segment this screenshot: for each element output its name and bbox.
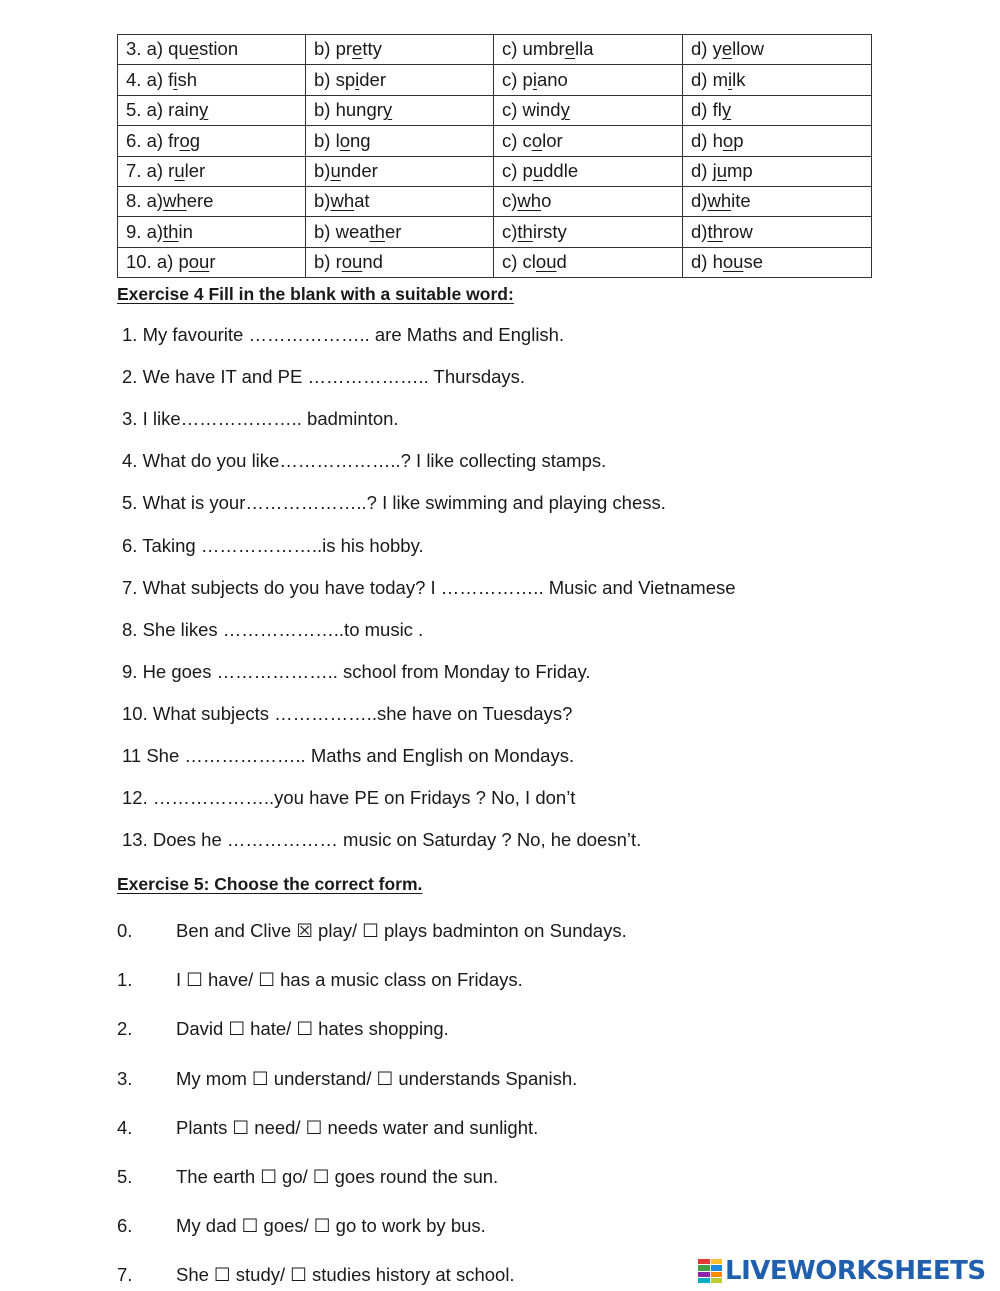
choice-sentence[interactable]: My dad ☐ goes/ ☐ go to work by bus. xyxy=(176,1215,486,1237)
underlined-letters: u xyxy=(330,160,341,181)
item-number: 0. xyxy=(117,920,133,941)
table-cell xyxy=(494,156,683,186)
word-part: b) l xyxy=(314,129,340,151)
fill-in-sentence: 11 She ……………….. Maths and English on Mondays. xyxy=(122,745,575,766)
underlined-letters: i xyxy=(728,68,733,90)
logo-tile xyxy=(711,1265,723,1270)
word-part: ere xyxy=(186,190,214,212)
logo-tile xyxy=(698,1259,710,1264)
item-number: 2. xyxy=(117,1018,133,1040)
word-part: er xyxy=(384,220,402,242)
word-part: d) xyxy=(691,220,708,242)
logo-tile xyxy=(698,1272,710,1277)
fill-in-sentence: 8. She likes ………………..to music . xyxy=(122,618,424,640)
word-part: p xyxy=(733,129,744,151)
underlined-letters: og xyxy=(179,129,201,151)
word-part: c) umbr xyxy=(502,38,565,60)
table-row xyxy=(118,65,872,95)
word-part: in xyxy=(178,220,193,242)
underlined-letters: th xyxy=(369,220,385,242)
choice-sentence[interactable]: The earth ☐ go/ ☐ goes round the sun. xyxy=(176,1166,499,1187)
word-part: ler xyxy=(184,160,206,181)
table-cell xyxy=(306,126,494,156)
table-row xyxy=(118,126,872,156)
table-row xyxy=(118,95,872,125)
word-part: lk xyxy=(732,68,746,90)
underlined-letters: e xyxy=(352,38,363,60)
word-part: b) wea xyxy=(314,220,370,242)
logo-tile xyxy=(698,1265,710,1270)
table-cell xyxy=(683,35,872,65)
underlined-letters: e xyxy=(564,38,575,60)
table-cell xyxy=(683,247,872,277)
word-part: mp xyxy=(727,160,753,181)
word-part: b) sp xyxy=(314,68,356,90)
fill-in-sentence: 4. What do you like………………..? I like collecting stamps. xyxy=(122,450,607,472)
table-row xyxy=(118,186,872,216)
choice-sentence[interactable]: David ☐ hate/ ☐ hates shopping. xyxy=(176,1018,449,1040)
table-cell xyxy=(494,65,683,95)
underlined-letters: o xyxy=(722,129,734,151)
word-part: tty xyxy=(362,38,382,60)
underlined-letters: i xyxy=(173,68,178,90)
exercise-5-heading: Exercise 5: Choose the correct form. xyxy=(117,874,423,894)
word-part: d xyxy=(556,251,567,273)
item-number: 5. xyxy=(117,1166,133,1187)
word-part: lla xyxy=(575,38,594,60)
item-number: 6. xyxy=(117,1215,133,1237)
underlined-letters: th xyxy=(517,220,533,242)
table-cell xyxy=(306,217,494,247)
item-number: 7. xyxy=(117,1264,133,1286)
underlined-letters: u xyxy=(174,160,185,181)
word-part: r xyxy=(209,251,216,273)
table-cell xyxy=(683,65,872,95)
fill-in-sentence: 3. I like……………….. badminton. xyxy=(122,408,399,430)
table-cell xyxy=(683,186,872,216)
word-part: b) hungr xyxy=(314,99,383,121)
word-part: 5. a) rain xyxy=(126,99,200,121)
choice-sentence[interactable]: My mom ☐ understand/ ☐ understands Spanish. xyxy=(176,1067,578,1089)
logo-tile xyxy=(698,1278,710,1283)
word-part: c) cl xyxy=(502,251,536,273)
underlined-letters: y xyxy=(199,99,209,121)
choice-sentence[interactable]: I ☐ have/ ☐ has a music class on Fridays. xyxy=(176,969,523,991)
table-row xyxy=(118,217,872,247)
exercise-4-heading: Exercise 4 Fill in the blank with a suitable word: xyxy=(117,284,514,304)
underlined-letters: o xyxy=(531,129,543,151)
fill-in-sentence: 9. He goes ……………….. school from Monday to Friday. xyxy=(122,660,591,682)
word-part: stion xyxy=(199,38,239,60)
word-part: c) p xyxy=(502,160,533,181)
underlined-letters: o xyxy=(339,129,350,151)
table-cell xyxy=(494,247,683,277)
word-part: c) c xyxy=(502,129,532,151)
word-part: 9. a) xyxy=(126,220,164,242)
table-cell xyxy=(118,186,306,216)
table-cell xyxy=(306,65,494,95)
word-part: 4. a) f xyxy=(126,68,174,90)
word-part: c) xyxy=(502,190,518,212)
item-number: 4. xyxy=(117,1116,133,1138)
underlined-letters: e xyxy=(188,38,200,60)
word-part: sh xyxy=(177,68,197,90)
underlined-letters: th xyxy=(163,220,179,242)
fill-in-sentence: 1. My favourite ……………….. are Maths and English. xyxy=(122,324,565,345)
table-cell xyxy=(118,95,306,125)
table-cell xyxy=(683,95,872,125)
table-cell xyxy=(494,95,683,125)
fill-in-sentence: 2. We have IT and PE ……………….. Thursdays. xyxy=(122,366,526,388)
word-part: c) p xyxy=(502,68,533,90)
word-part: der xyxy=(359,68,387,90)
fill-in-sentence: 10. What subjects ……………..she have on Tuesdays? xyxy=(122,702,573,724)
table-cell xyxy=(683,156,872,186)
underlined-letters: i xyxy=(355,68,360,90)
word-part: d) h xyxy=(691,129,723,151)
word-part: irsty xyxy=(532,220,567,242)
item-number: 3. xyxy=(117,1067,133,1089)
table-cell xyxy=(306,186,494,216)
choice-sentence[interactable]: She ☐ study/ ☐ studies history at school. xyxy=(176,1264,515,1286)
word-part: c) wind xyxy=(502,99,561,121)
table-cell xyxy=(306,156,494,186)
word-part: at xyxy=(354,190,370,212)
word-part: d) m xyxy=(691,68,728,90)
word-part: se xyxy=(743,251,764,273)
underlined-letters: ou xyxy=(535,251,557,273)
table-cell xyxy=(118,35,306,65)
word-part: b) pr xyxy=(314,38,353,60)
table-cell xyxy=(306,95,494,125)
table-cell xyxy=(118,126,306,156)
choice-sentence[interactable]: Plants ☐ need/ ☐ needs water and sunlight. xyxy=(176,1116,539,1138)
table-row xyxy=(118,247,872,277)
word-part: 8. a) xyxy=(126,190,164,212)
table-row xyxy=(118,35,872,65)
fill-in-sentence: 5. What is your………………..? I like swimming and playing chess. xyxy=(122,492,666,514)
underlined-letters: wh xyxy=(707,190,732,212)
liveworksheets-watermark xyxy=(698,1256,986,1286)
fill-in-sentence: 13. Does he ……………… music on Saturday ? No, he doesn’t. xyxy=(122,829,642,851)
underlined-letters: wh xyxy=(330,190,355,212)
table-cell xyxy=(494,217,683,247)
word-part: nd xyxy=(362,251,383,273)
underlined-letters: wh xyxy=(517,190,542,212)
word-part: ano xyxy=(536,68,568,90)
word-part: d) y xyxy=(691,38,722,60)
table-row xyxy=(118,156,872,186)
word-part: b) xyxy=(314,190,331,212)
word-part: ite xyxy=(731,190,751,212)
word-part: ng xyxy=(350,129,371,151)
word-part: d) h xyxy=(691,251,723,273)
table-cell xyxy=(118,156,306,186)
underlined-letters: e xyxy=(721,38,733,60)
underlined-letters: ou xyxy=(188,251,210,273)
word-part: 10. a) p xyxy=(126,251,189,273)
underlined-letters: ou xyxy=(722,251,744,273)
word-part: o xyxy=(541,190,552,212)
fill-in-sentence: 6. Taking ………………..is his hobby. xyxy=(122,534,424,556)
word-part: b) r xyxy=(314,251,342,273)
word-part: lor xyxy=(542,129,563,151)
pronunciation-table xyxy=(117,34,872,278)
fill-in-sentence: 12. ………………..you have PE on Fridays ? No, I don’t xyxy=(122,787,576,809)
word-part: 3. a) qu xyxy=(126,38,189,60)
word-part: row xyxy=(722,220,753,242)
logo-tile xyxy=(711,1259,723,1264)
underlined-letters: wh xyxy=(163,190,187,212)
liveworksheets-logo-icon xyxy=(698,1259,722,1283)
word-part: nder xyxy=(340,160,378,181)
watermark-text: LIVEWORKSHEETS xyxy=(725,1256,986,1286)
table-cell xyxy=(683,217,872,247)
choice-sentence[interactable]: Ben and Clive ☒ play/ ☐ plays badminton on Sundays. xyxy=(176,920,627,941)
logo-tile xyxy=(711,1278,723,1283)
table-cell xyxy=(494,186,683,216)
underlined-letters: u xyxy=(716,160,727,181)
table-cell xyxy=(306,247,494,277)
item-number: 1. xyxy=(117,969,133,991)
word-part: b) xyxy=(314,160,331,181)
underlined-letters: y xyxy=(382,99,393,121)
word-part: 7. a) r xyxy=(126,160,175,181)
underlined-letters: y xyxy=(560,99,570,121)
underlined-letters: th xyxy=(707,220,723,242)
table-cell xyxy=(118,65,306,95)
word-part: ddle xyxy=(543,160,579,181)
table-cell xyxy=(494,126,683,156)
underlined-letters: ou xyxy=(341,251,363,273)
table-cell xyxy=(494,35,683,65)
word-part: 6. a) fr xyxy=(126,129,180,151)
table-cell xyxy=(118,217,306,247)
word-part: d) fl xyxy=(691,99,722,121)
underlined-letters: y xyxy=(721,99,732,121)
word-part: d) xyxy=(691,190,708,212)
logo-tile xyxy=(711,1272,723,1277)
underlined-letters: i xyxy=(532,68,537,90)
table-cell xyxy=(306,35,494,65)
word-part: llow xyxy=(732,38,765,60)
table-cell xyxy=(683,126,872,156)
fill-in-sentence: 7. What subjects do you have today? I …………….. Music and Vietnamese xyxy=(122,576,736,598)
table-cell xyxy=(118,247,306,277)
underlined-letters: u xyxy=(532,160,544,181)
word-part: c) xyxy=(502,220,518,242)
word-part: d) j xyxy=(691,160,717,181)
